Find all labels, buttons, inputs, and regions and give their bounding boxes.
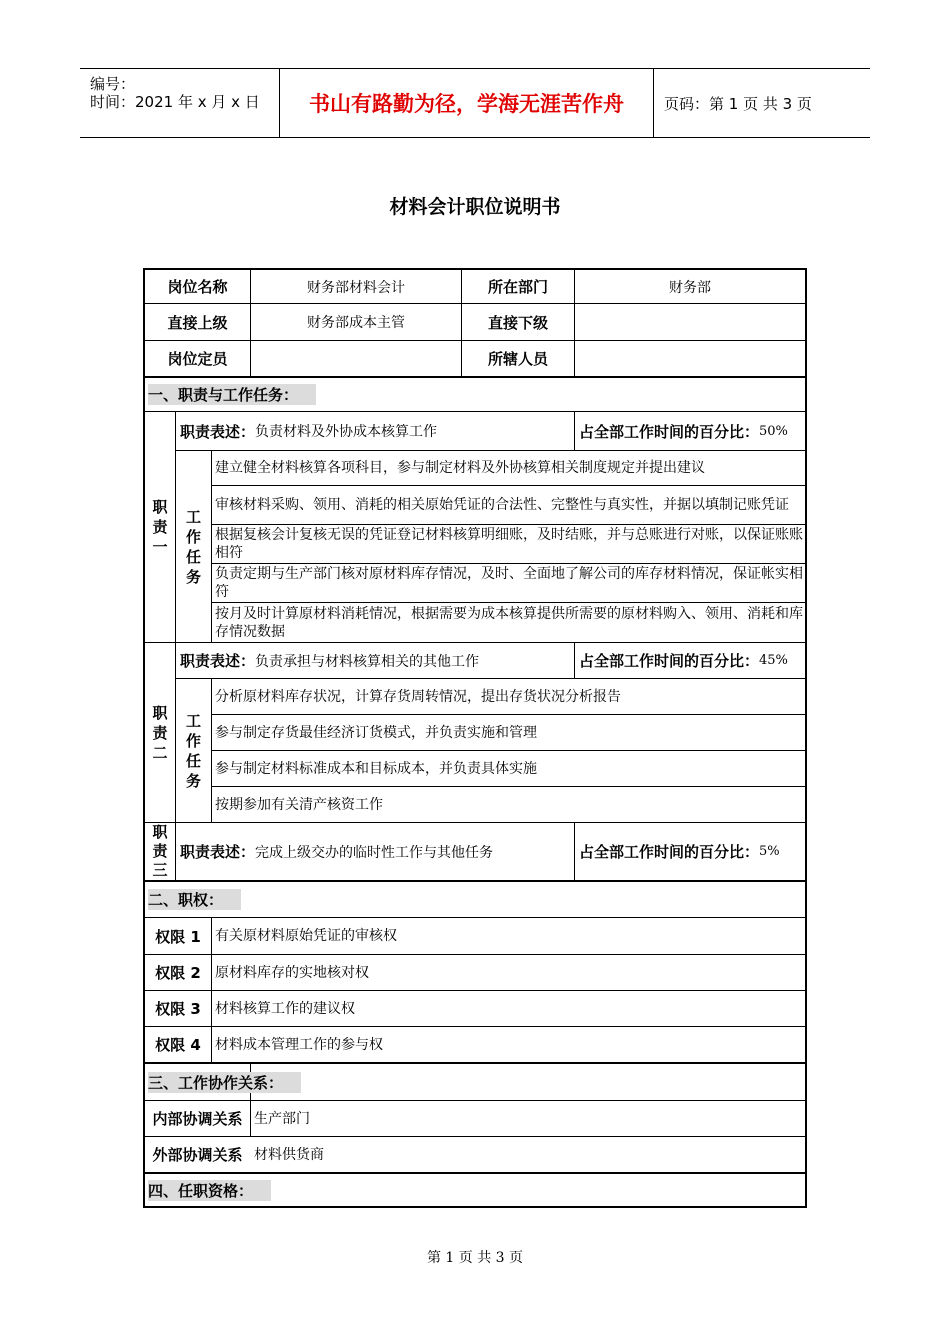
- duty1-task-1: 建立健全材料核算各项科目，参与制定材料及外协核算相关制度规定并提出建议: [215, 460, 705, 476]
- duty1-task-label: 工 作 任 务: [185, 507, 201, 586]
- authority-1-label: 权限 1: [155, 927, 201, 946]
- superior-label: 直接上级: [167, 313, 228, 332]
- duty2-time-percentage: 占全部工作时间的百分比： 45%: [579, 652, 788, 670]
- document-title: 材料会计职位说明书: [389, 196, 561, 218]
- authority-3-label: 权限 3: [155, 1000, 201, 1018]
- duty2-task-3: 参与制定材料标准成本和目标成本，并负责具体实施: [215, 760, 537, 777]
- headcount-value: [251, 341, 461, 376]
- duty1-description: 职责表述： 负责材料及外协成本核算工作: [180, 422, 438, 441]
- department-label: 所在部门: [487, 278, 548, 296]
- duty3-description: 职责表述： 完成上级交办的临时性工作与其他任务: [180, 843, 494, 861]
- duty2-label: [145, 643, 175, 822]
- header-motto: 书山有路勤为径，学海无涯苦作舟: [309, 92, 624, 116]
- header-page-info: 页码：第 1 页 共 3 页: [664, 95, 812, 113]
- authority-4-label: 权限 4: [155, 1036, 201, 1054]
- duty2-task-4: 按期参加有关清产核资工作: [215, 796, 383, 813]
- page-footer: 第 1 页 共 3 页: [426, 1250, 524, 1266]
- duty3-time-percentage: 占全部工作时间的百分比： 5%: [579, 843, 780, 861]
- position-name-label: 岗位名称: [167, 278, 228, 296]
- department-value: 财务部: [669, 279, 711, 296]
- duty1-task-4: 负责定期与生产部门核对原材料库存情况，及时、全面地了解公司的库存材料情况，保证帐实相符: [215, 566, 803, 600]
- duty3-label: [145, 823, 175, 880]
- authority-4-text: 材料成本管理工作的参与权: [215, 1036, 383, 1053]
- authority-2-text: 原材料库存的实地核对权: [215, 964, 369, 981]
- authority-3-text: 材料核算工作的建议权: [215, 1000, 355, 1017]
- duty2-task-2: 参与制定存货最佳经济订货模式，并负责实施和管理: [215, 724, 537, 741]
- section-authority-title: 二、职权：: [145, 882, 805, 917]
- job-description-table: [143, 268, 807, 1208]
- position-name-value: 财务部材料会计: [307, 279, 405, 296]
- headcount-label: 岗位定员: [167, 350, 228, 368]
- duty1-task-2: 审核材料采购、领用、消耗的相关原始凭证的合法性、完整性与真实性，并据以填制记账凭证: [215, 497, 789, 513]
- managed-staff-value: [575, 341, 805, 376]
- duty1-task-5: 按月及时计算原材料消耗情况，根据需要为成本核算提供所需要的原材料购入、领用、消耗和库存情况数据: [215, 605, 803, 640]
- duty3-label-text: 职 责 三: [152, 823, 168, 879]
- internal-coordination-label: 内部协调关系: [152, 1110, 243, 1128]
- authority-1-text: 有关原材料原始凭证的审核权: [215, 928, 397, 944]
- internal-coordination-value: 生产部门: [254, 1110, 310, 1127]
- section-duties-title: 一、职责与工作任务：: [145, 378, 805, 411]
- duty1-label: [145, 412, 175, 642]
- external-coordination-label: 外部协调关系: [152, 1146, 243, 1164]
- superior-value: 财务部成本主管: [307, 315, 405, 331]
- doc-number-label: 编号：: [90, 75, 136, 93]
- doc-time-label: 时间：2021 年 x 月 x 日: [90, 93, 260, 111]
- duty1-task-3: 根据复核会计复核无误的凭证登记材料核算明细账，及时结账，并与总账进行对账，以保证账账相符: [215, 527, 803, 561]
- section-collaboration-title: 三、工作协作关系：: [145, 1064, 805, 1100]
- page-header: [80, 68, 870, 138]
- duty2-label-text: 职 责 二: [152, 703, 168, 762]
- header-meta: [80, 69, 280, 137]
- managed-staff-label: 所辖人员: [487, 350, 548, 368]
- subordinate-value: [575, 304, 805, 340]
- duty2-description: 职责表述： 负责承担与材料核算相关的其他工作: [180, 652, 480, 670]
- duty2-task-label: 工 作 任 务: [185, 711, 201, 790]
- duty1-time-percentage: 占全部工作时间的百分比： 50%: [579, 422, 788, 441]
- section-qualifications-title: 四、任职资格：: [145, 1174, 805, 1206]
- subordinate-label: 直接下级: [487, 313, 548, 332]
- external-coordination-value: 材料供货商: [254, 1146, 324, 1163]
- authority-2-label: 权限 2: [155, 964, 201, 982]
- duty2-task-1: 分析原材料库存状况，计算存货周转情况，提出存货状况分析报告: [215, 688, 621, 705]
- duty1-label-text: 职 责 一: [152, 498, 168, 556]
